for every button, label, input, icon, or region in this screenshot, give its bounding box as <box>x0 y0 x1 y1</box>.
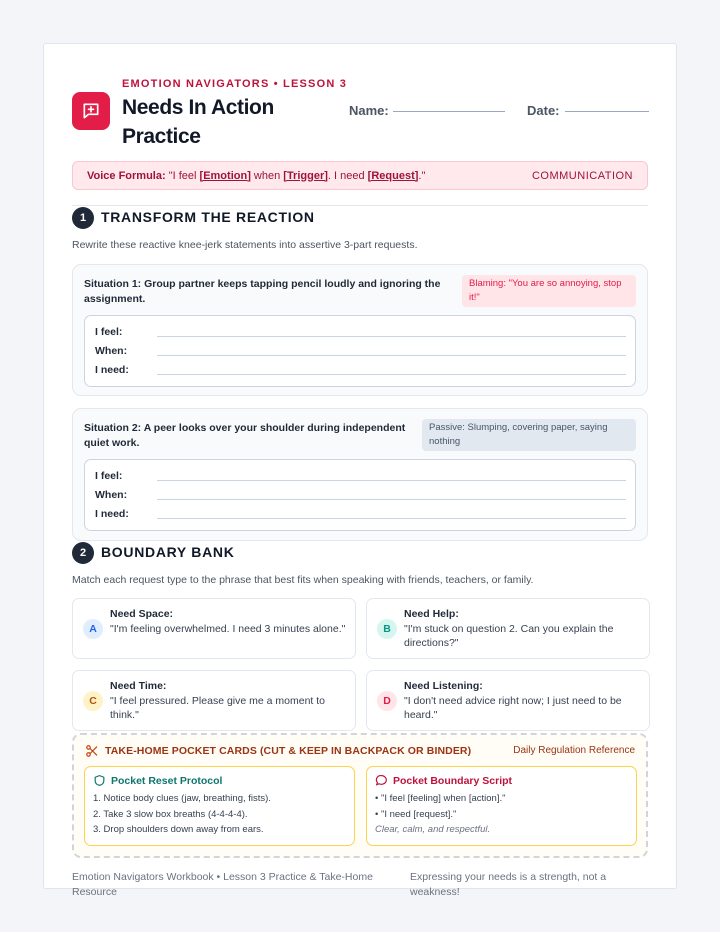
bank-heading: Need Listening: <box>404 680 483 692</box>
bank-card-need-help <box>366 598 650 659</box>
pocket-reset-card <box>84 766 355 846</box>
letter-badge: D <box>377 691 397 711</box>
write-line[interactable] <box>157 499 626 500</box>
bank-phrase: "I don't need advice right now; I just need to be heard." <box>404 695 622 721</box>
reaction-tag: Blaming: "You are so annoying, stop it!" <box>462 275 636 307</box>
line-label: When: <box>95 345 128 357</box>
section-number: 1 <box>72 207 94 229</box>
section-description: Rewrite these reactive knee-jerk statements into assertive 3-part requests. <box>72 239 418 251</box>
communication-tag: COMMUNICATION <box>531 169 633 182</box>
pocket-reference: Daily Regulation Reference <box>513 745 635 756</box>
bank-heading: Need Help: <box>404 608 459 620</box>
name-field[interactable] <box>393 111 505 112</box>
i-need-row[interactable] <box>95 504 626 522</box>
bank-phrase: "I feel pressured. Please give me a moment to think." <box>110 695 325 721</box>
script-line: • "I need [request]." <box>375 809 457 820</box>
speech-bubble-icon <box>375 774 388 792</box>
situation-card <box>72 408 648 541</box>
formula-text: . I need <box>327 169 368 182</box>
write-line[interactable] <box>157 336 626 337</box>
formula-trigger: [Trigger] <box>283 169 328 182</box>
divider <box>72 205 648 206</box>
voice-formula-banner <box>72 161 648 190</box>
reaction-tag: Passive: Slumping, covering paper, saying nothing <box>422 419 636 451</box>
section-title: TRANSFORM THE REACTION <box>101 209 315 225</box>
i-feel-row[interactable] <box>95 466 626 484</box>
formula-text: ." <box>418 169 426 182</box>
when-row[interactable] <box>95 485 626 503</box>
script-title: Pocket Boundary Script <box>393 775 513 787</box>
write-line[interactable] <box>157 480 626 481</box>
formula-request: [Request] <box>367 169 419 182</box>
bank-heading: Need Space: <box>110 608 174 620</box>
write-line[interactable] <box>157 355 626 356</box>
lesson-eyebrow: EMOTION NAVIGATORS • LESSON 3 <box>122 78 348 90</box>
pocket-title: TAKE-HOME POCKET CARDS (CUT & KEEP IN BACKPACK OR BINDER) <box>105 745 472 757</box>
bank-heading: Need Time: <box>110 680 167 692</box>
pocket-cards-cutout <box>72 733 648 858</box>
footer-right: Expressing your needs is a strength, not a weakness! <box>410 871 607 898</box>
bank-card-need-listening <box>366 670 650 731</box>
line-label: I need: <box>95 364 129 376</box>
line-label: I need: <box>95 508 129 520</box>
shield-icon <box>93 774 106 792</box>
date-label: Date: <box>527 103 560 118</box>
formula-text: "I feel <box>165 169 200 182</box>
bank-card-need-time <box>72 670 356 731</box>
line-label: When: <box>95 489 128 501</box>
script-note: Clear, calm, and respectful. <box>375 824 491 835</box>
write-line[interactable] <box>157 374 626 375</box>
i-need-row[interactable] <box>95 360 626 378</box>
write-line[interactable] <box>157 518 626 519</box>
situation-title: Situation 2: A peer looks over your shoulder during independent quiet work. <box>84 422 406 449</box>
section-title: BOUNDARY BANK <box>101 544 235 560</box>
bank-phrase: "I'm feeling overwhelmed. I need 3 minutes alone." <box>110 623 346 635</box>
section-number: 2 <box>72 542 94 564</box>
date-field[interactable] <box>565 111 649 112</box>
situation-title: Situation 1: Group partner keeps tapping pencil loudly and ignoring the assignment. <box>84 278 441 305</box>
line-label: I feel: <box>95 470 123 482</box>
bank-card-need-space <box>72 598 356 659</box>
when-row[interactable] <box>95 341 626 359</box>
formula-text: when <box>250 169 284 182</box>
letter-badge: C <box>83 691 103 711</box>
situation-card <box>72 264 648 396</box>
script-line: • "I feel [feeling] when [action]." <box>375 793 506 804</box>
formula-label: Voice Formula: <box>87 169 166 182</box>
worksheet-page <box>43 43 677 898</box>
pocket-script-card <box>366 766 637 846</box>
line-label: I feel: <box>95 326 123 338</box>
bank-phrase: "I'm stuck on question 2. Can you explain the directions?" <box>404 623 614 649</box>
reset-step: 3. Drop shoulders down away from ears. <box>93 824 264 835</box>
letter-badge: B <box>377 619 397 639</box>
response-box <box>84 315 636 387</box>
response-box <box>84 459 636 531</box>
letter-badge: A <box>83 619 103 639</box>
scissors-icon <box>85 744 99 763</box>
name-label: Name: <box>349 103 389 118</box>
section-description: Match each request type to the phrase that best fits when speaking with friends, teachers, or family. <box>72 574 534 586</box>
footer-left: Emotion Navigators Workbook • Lesson 3 Practice & Take-Home Resource <box>72 871 373 898</box>
page-title: Needs In Action Practice <box>122 96 274 148</box>
formula-emotion: [Emotion] <box>199 169 251 182</box>
chat-plus-icon <box>72 92 110 130</box>
reset-step: 1. Notice body clues (jaw, breathing, fists). <box>93 793 271 804</box>
reset-title: Pocket Reset Protocol <box>111 775 223 787</box>
reset-step: 2. Take 3 slow box breaths (4-4-4-4). <box>93 809 248 820</box>
i-feel-row[interactable] <box>95 322 626 340</box>
